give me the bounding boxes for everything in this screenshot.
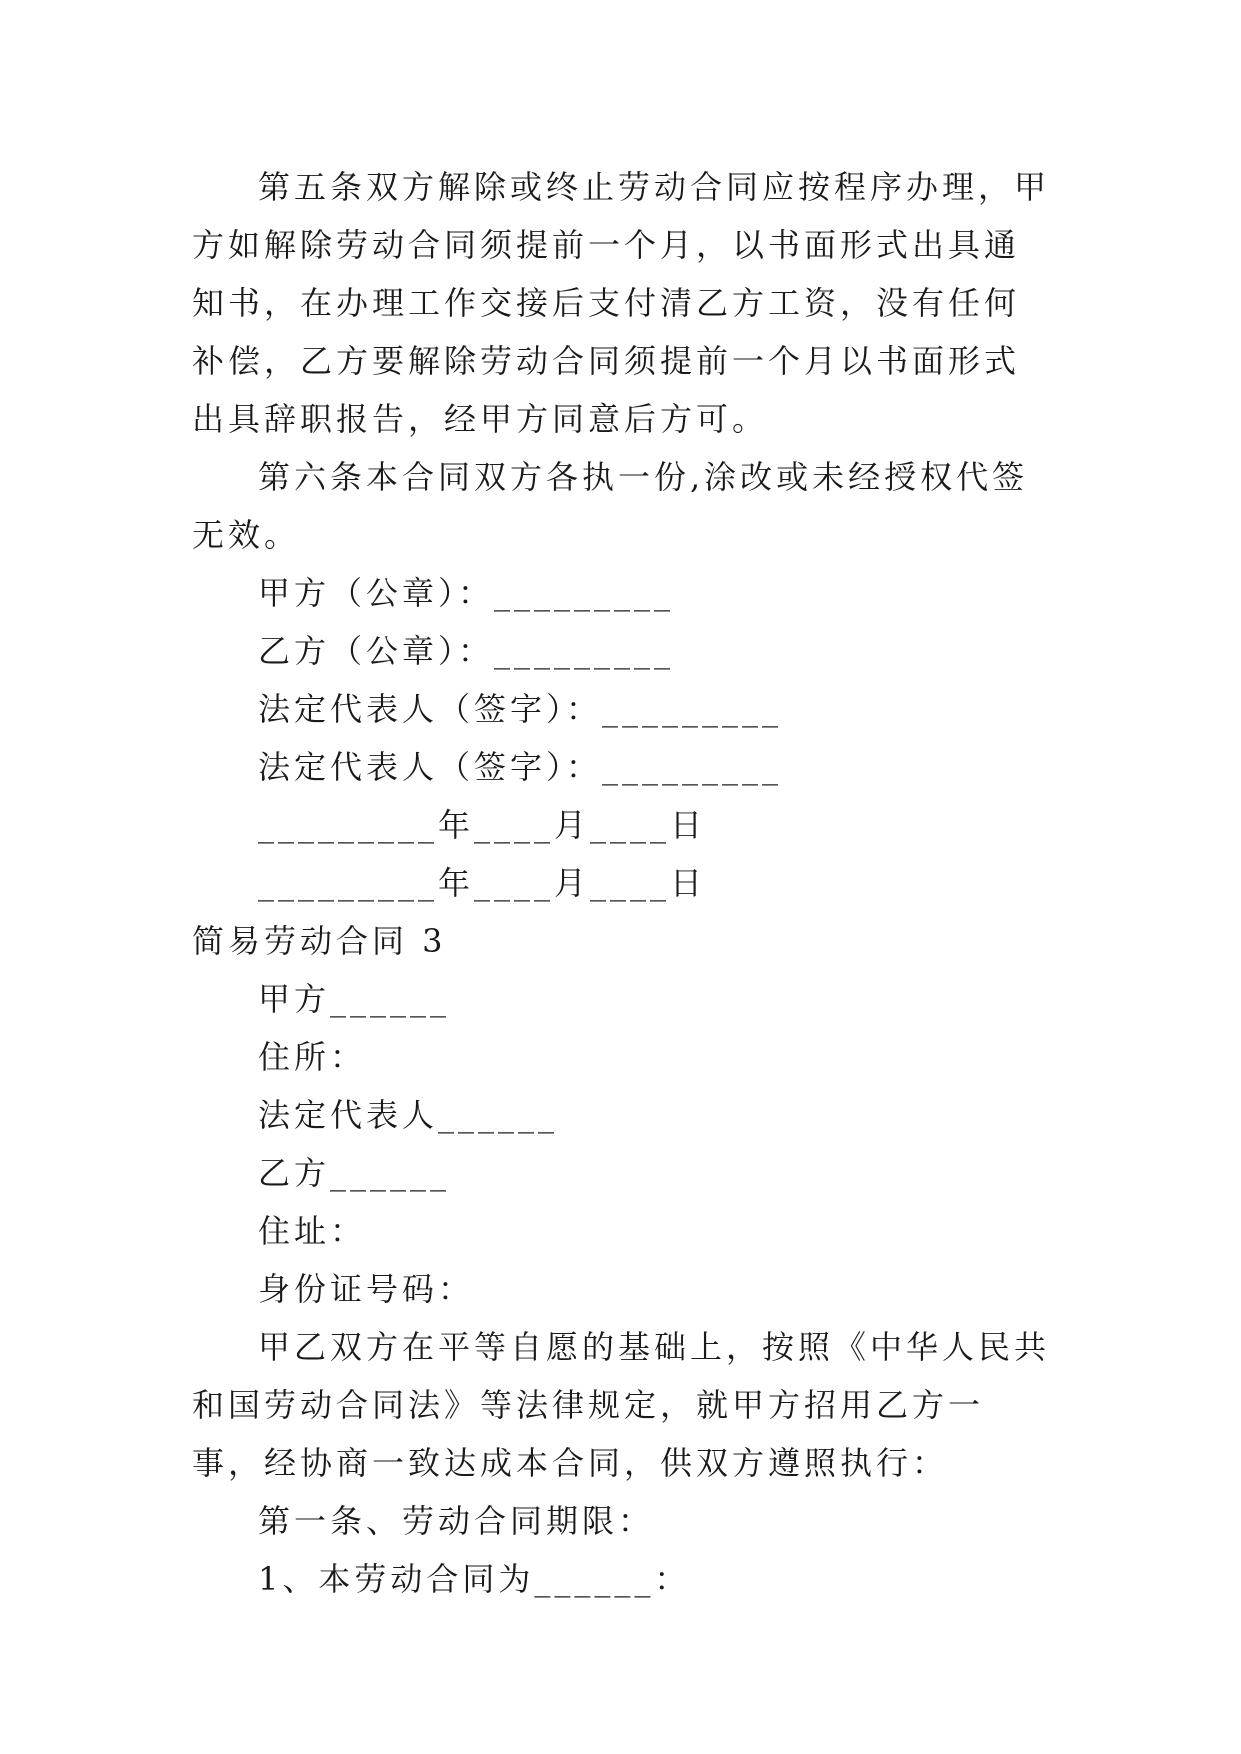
article-1-item-1: 1、本劳动合同为______： [258, 1560, 691, 1598]
address-field: 住址： [258, 1212, 367, 1250]
document-body [192, 158, 1054, 1608]
legal-rep-signature-line: 法定代表人（签字）：_________ [258, 748, 783, 786]
date-line: _________年____月____日 [258, 864, 707, 902]
residence-field: 住所： [258, 1038, 367, 1076]
legal-rep-signature-line: 法定代表人（签字）：_________ [258, 690, 783, 728]
date-line: _________年____月____日 [258, 806, 707, 844]
section-title: 简易劳动合同 3 [192, 922, 447, 960]
article-1-heading: 第一条、劳动合同期限： [258, 1502, 655, 1540]
id-number-field: 身份证号码： [258, 1270, 475, 1308]
preamble-paragraph: 甲乙双方在平等自愿的基础上，按照《中华人民共和国劳动合同法》等法律规定，就甲方招用乙方一事，经协商一致达成本合同，供双方遵照执行： [192, 1328, 1051, 1482]
party-a-field: 甲方______ [258, 980, 451, 1018]
party-b-seal-line: 乙方（公章）：_________ [258, 632, 675, 670]
article-5-paragraph: 第五条双方解除或终止劳动合同应按程序办理，甲方如解除劳动合同须提前一个月，以书面形式出具通知书，在办理工作交接后支付清乙方工资，没有任何补偿，乙方要解除劳动合同须提前一个月以书面形式出具辞职报告，经甲方同意后方可。 [192, 168, 1051, 438]
legal-rep-field: 法定代表人______ [258, 1096, 559, 1134]
party-b-field: 乙方______ [258, 1154, 451, 1192]
party-a-seal-line: 甲方（公章）：_________ [258, 574, 675, 612]
article-6-paragraph: 第六条本合同双方各执一份,涂改或未经授权代签无效。 [192, 458, 1029, 554]
